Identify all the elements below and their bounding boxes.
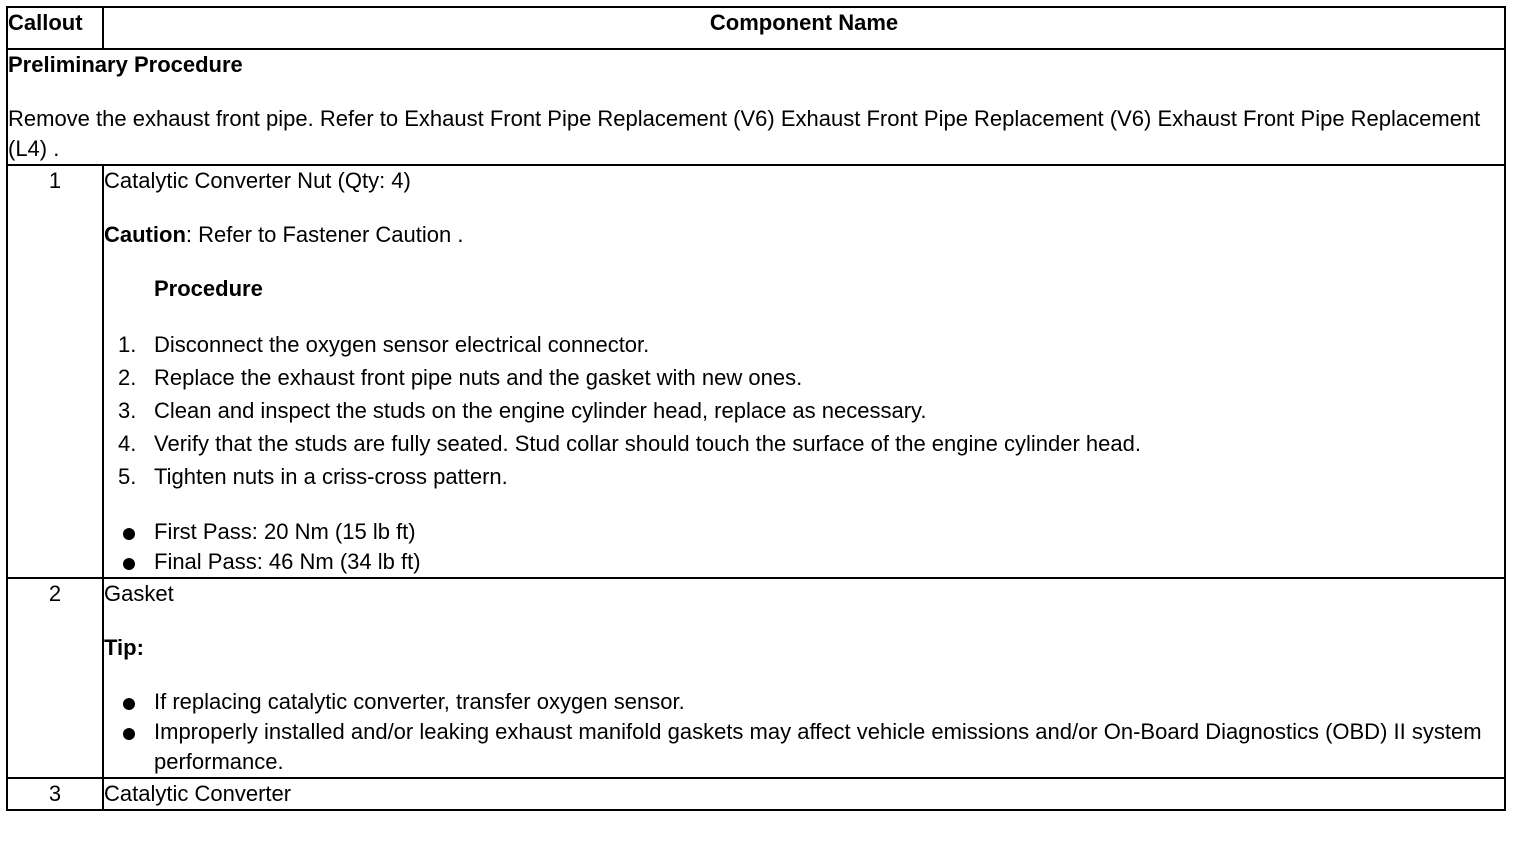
- preliminary-cell: [7, 49, 1505, 165]
- list-item: [104, 687, 1504, 717]
- list-item: [104, 328, 1504, 361]
- bullet-text: If replacing catalytic converter, transfer oxygen sensor.: [154, 689, 685, 714]
- header-callout: Callout: [7, 7, 103, 49]
- list-item: [104, 517, 1504, 547]
- step-text: Verify that the studs are fully seated. Stud collar should touch the surface of the engine cylinder head.: [154, 431, 1141, 456]
- component-title: Catalytic Converter: [104, 781, 292, 806]
- step-text: Clean and inspect the studs on the engine cylinder head, replace as necessary.: [154, 398, 927, 423]
- bullet-icon: [123, 528, 135, 540]
- list-item: [104, 717, 1504, 777]
- callout-number: 3: [7, 778, 103, 810]
- component-cell: [103, 165, 1505, 578]
- list-item: [104, 394, 1504, 427]
- callout-number: 1: [7, 165, 103, 578]
- table-header-row: [7, 7, 1505, 49]
- step-number: 5.: [118, 464, 137, 489]
- step-text: Disconnect the oxygen sensor electrical connector.: [154, 332, 650, 357]
- step-text: Tighten nuts in a criss-cross pattern.: [154, 464, 508, 489]
- bullet-text: Final Pass: 46 Nm (34 lb ft): [154, 549, 421, 574]
- component-title: Catalytic Converter Nut (Qty: 4): [104, 168, 411, 193]
- procedure-title: Procedure: [154, 276, 263, 301]
- list-item: [104, 547, 1504, 577]
- preliminary-row: [7, 49, 1505, 165]
- step-number: 3.: [118, 398, 137, 423]
- table-row: [7, 778, 1505, 810]
- component-cell: [103, 778, 1505, 810]
- tip-label: Tip:: [104, 635, 144, 660]
- bullet-icon: [123, 558, 135, 570]
- caution-text: : Refer to Fastener Caution .: [185, 222, 464, 247]
- caution-note: [104, 220, 1504, 250]
- bullet-icon: [123, 728, 135, 740]
- header-component-name: Component Name: [103, 7, 1505, 49]
- step-number: 1.: [118, 332, 137, 357]
- bullet-icon: [123, 698, 135, 710]
- preliminary-text: Remove the exhaust front pipe. Refer to Exhaust Front Pipe Replacement (V6) Exhaust Front Pipe Replacement (V6) Exhaust Front Pipe Replacement (L4) .: [8, 106, 1481, 161]
- component-table: [6, 6, 1506, 811]
- bullet-text: Improperly installed and/or leaking exhaust manifold gaskets may affect vehicle emissions and/or On-Board Diagnostics (OBD) II system performance.: [154, 719, 1482, 774]
- procedure-steps: [104, 328, 1504, 493]
- list-item: [104, 460, 1504, 493]
- torque-bullets: [104, 517, 1504, 577]
- step-number: 2.: [118, 365, 137, 390]
- table-row: [7, 578, 1505, 778]
- component-title: Gasket: [104, 581, 174, 606]
- bullet-text: First Pass: 20 Nm (15 lb ft): [154, 519, 416, 544]
- tip-bullets: [104, 687, 1504, 777]
- list-item: [104, 361, 1504, 394]
- step-number: 4.: [118, 431, 137, 456]
- preliminary-title: Preliminary Procedure: [8, 52, 243, 77]
- step-text: Replace the exhaust front pipe nuts and the gasket with new ones.: [154, 365, 803, 390]
- callout-number: 2: [7, 578, 103, 778]
- document: [6, 6, 1506, 811]
- component-cell: [103, 578, 1505, 778]
- list-item: [104, 427, 1504, 460]
- table-row: [7, 165, 1505, 578]
- caution-label: Caution: [104, 222, 186, 247]
